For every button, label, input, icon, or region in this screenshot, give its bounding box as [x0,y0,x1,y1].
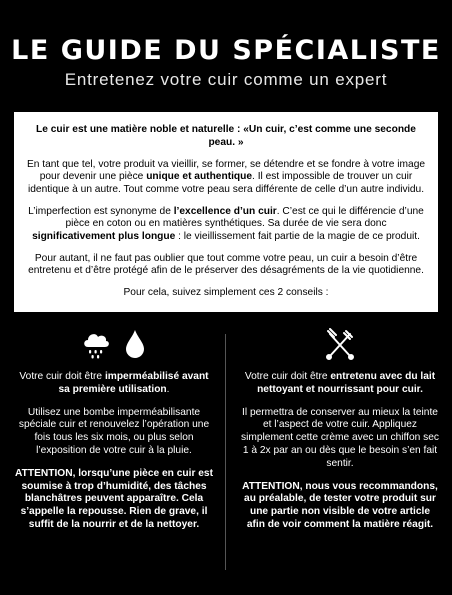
intro-paragraph-5: Pour cela, suivez simplement ces 2 conseils : [123,287,329,298]
intro-text: . Il est impossible de trouver un cuir identique à un autre. Tout comme votre peau sera différente de celle d’un autre individu. [27,171,425,195]
intro-paragraph-4: Pour autant, il ne faut pas oublier que tout comme votre peau, un cuir a besoin d’être entretenu et d’être protégé afin de le préserver des désagréments de la vie quotidienne. [28,252,424,276]
intro-paragraph-2 [24,159,428,197]
tip-lead [14,371,214,397]
intro-emphasis: l’excellence d’un cuir [173,205,277,217]
tip-body: Utilisez une bombe imperméabilisante spéciale cuir et renouvelez l’opération une fois tous les six mois, ou plus selon l’exposition de votre cuir à la pluie. [18,406,210,456]
tip-warning-text: ATTENTION, nous vous recommandons, au préalable, de tester votre produit sur une partie non visible de votre article afin de voir comment la matière réagit. [242,480,438,530]
tip-emphasis: imperméabilisé avant sa première utilisation [58,371,209,395]
tip-column-care [240,325,440,542]
intro-lead: Le cuir est une matière noble et naturelle : «Un cuir, c’est comme une seconde peau. » [36,124,416,148]
tip-emphasis: entretenu avec du lait nettoyant et nourrissant pour cuir. [257,371,436,395]
intro-paragraph-1 [24,124,428,149]
tip-warning [240,481,440,532]
intro-text: . C’est ce qui le différencie d’une pièce en coton ou en matières synthétiques. Sa durée de vie sera donc [65,205,424,229]
tip-lead [240,371,440,397]
tip-warning-text: ATTENTION, lorsqu’une pièce en cuir est soumise à trop d’humidité, des tâches blanchâtres peuvent apparaître. Cela s’appelle la repousse. Rien de grave, il suffit de la nourrir et de la nettoyer. [15,467,213,530]
intro-panel [14,112,438,312]
page-subtitle: Entretenez votre cuir comme un expert [64,70,388,89]
tip-text: Votre cuir doit être [244,371,331,382]
crossed-tools-icon [325,328,355,365]
tip-column-waterproofing [14,325,214,542]
intro-text: L’imperfection est synonyme de [28,205,174,217]
intro-emphasis: significativement plus longue [32,230,176,242]
intro-text: : le vieillissement fait partie de la magie de ce produit. [175,230,420,242]
tip-warning [14,468,214,532]
drop-icon [124,329,146,364]
tip-text: Votre cuir doit être [19,371,105,382]
tip-body: Il permettra de conserver au mieux la teinte et l’aspect de votre cuir. Appliquez simplement cette crème avec un chiffon sec 1 à 2x par an ou dès que le besoin s’en fait sentir. [241,406,439,469]
intro-text: En tant que tel, votre produit va vieillir, se former, se détendre et se fondre à votre image pour devenir une pièce [26,158,426,182]
page-title: LE GUIDE DU SPÉCIALISTE [11,35,441,66]
tip-text: . [166,383,170,395]
intro-paragraph-3 [24,206,428,244]
column-divider [225,334,226,570]
intro-emphasis: unique et authentique [146,171,253,182]
rain-cloud-icon [82,329,110,364]
